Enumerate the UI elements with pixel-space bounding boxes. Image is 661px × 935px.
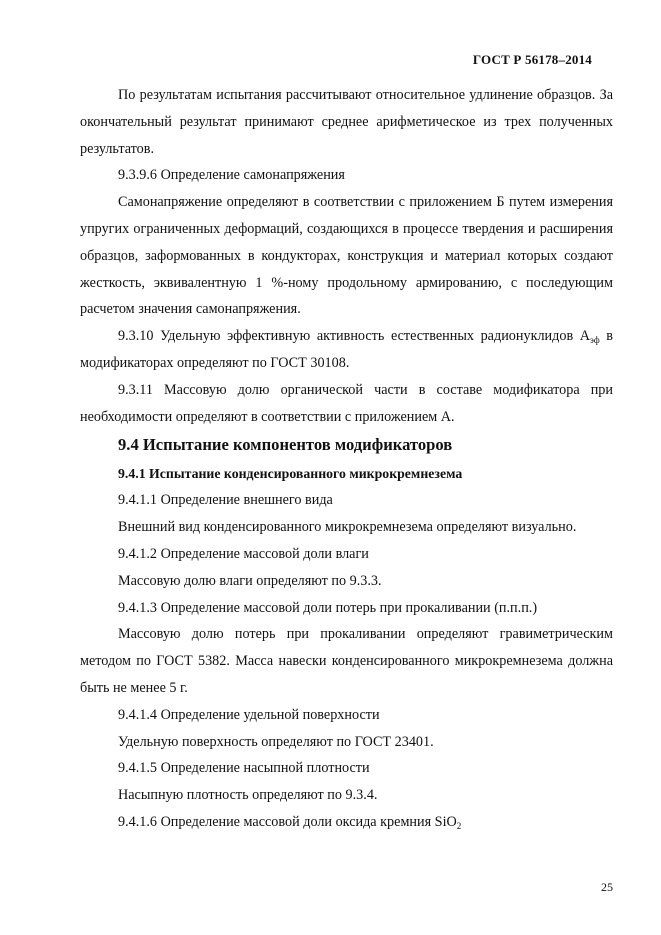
paragraph-appearance: Внешний вид конденсированного микрокремнезема определяют визуально. <box>118 519 577 536</box>
subscript-eff: эф <box>590 335 600 346</box>
section-heading-94: 9.4 Испытание компонентов модификаторов <box>118 435 453 455</box>
paragraph-9310 <box>80 323 613 377</box>
heading-9414: 9.4.1.4 Определение удельной поверхности <box>118 706 380 723</box>
page-content <box>80 82 613 836</box>
paragraph-9310-text: 9.3.10 Удельную эффективную активность естественных радионуклидов А <box>118 328 591 345</box>
paragraph-ignition-loss: Массовую долю потерь при прокаливании определяют гравиметрическим методом по ГОСТ 5382. Масса навески конденсированного микрокремнезема должна быть не менее 5 г. <box>80 626 613 696</box>
heading-9411: 9.4.1.1 Определение внешнего вида <box>118 492 333 509</box>
paragraph-self-stress: Самонапряжение определяют в соответствии с приложением Б путем измерения упругих ограниченных деформаций, создающихся в процессе твердения и расширения образцов, заформованных в кондукторах, конструкция и материал которых создают жесткость, эквивалентную 1 %-ному продольному армированию, с последующим расчетом значения самонапряжения. <box>80 194 613 318</box>
heading-9416-text: 9.4.1.6 Определение массовой доли оксида кремния SiO <box>118 813 457 830</box>
heading-9396: 9.3.9.6 Определение самонапряжения <box>118 167 345 184</box>
paragraph-bulk-density: Насыпную плотность определяют по 9.3.4. <box>118 787 378 804</box>
subscript-2: 2 <box>456 820 462 831</box>
subsection-heading-941: 9.4.1 Испытание конденсированного микрокремнезема <box>118 466 463 482</box>
heading-9413: 9.4.1.3 Определение массовой доли потерь при прокаливании (п.п.п.) <box>118 599 538 616</box>
paragraph-results: По результатам испытания рассчитывают относительное удлинение образцов. За окончательный результат принимают среднее арифметическое из трех полученных результатов. <box>80 87 613 157</box>
paragraph-9310-text-end: в модификаторах определяют по ГОСТ 30108. <box>80 328 613 371</box>
heading-9416 <box>80 809 613 836</box>
paragraph-moisture: Массовую долю влаги определяют по 9.3.3. <box>118 572 382 589</box>
heading-9415: 9.4.1.5 Определение насыпной плотности <box>118 760 370 777</box>
heading-9412: 9.4.1.2 Определение массовой доли влаги <box>118 545 369 562</box>
paragraph-9311: 9.3.11 Массовую долю органической части в составе модификатора при необходимости определяют в соответствии с приложением А. <box>80 381 613 425</box>
paragraph-specific-surface: Удельную поверхность определяют по ГОСТ 23401. <box>118 733 434 750</box>
document-code-header: ГОСТ Р 56178–2014 <box>472 52 592 67</box>
page-number: 25 <box>601 880 613 894</box>
